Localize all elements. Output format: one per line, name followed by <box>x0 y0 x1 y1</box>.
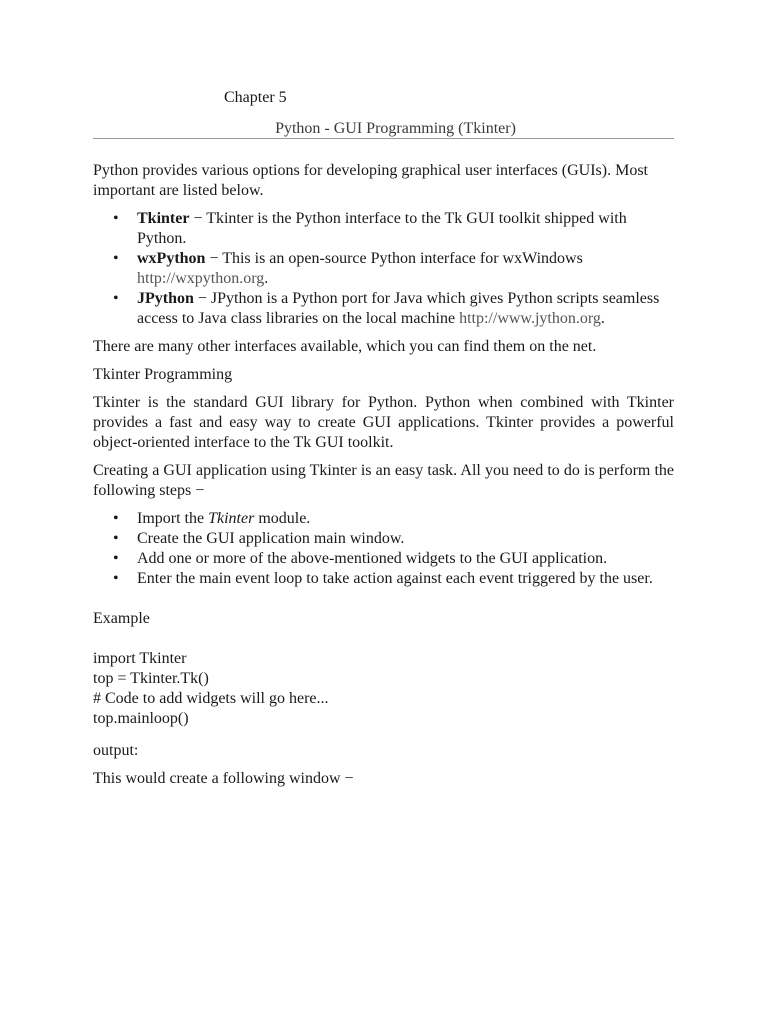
list-item-tkinter <box>93 209 674 249</box>
option-punctuation: . <box>600 310 605 327</box>
bullet-icon: • <box>113 570 119 587</box>
option-link[interactable]: http://www.jython.org <box>459 310 601 327</box>
other-interfaces-paragraph: There are many other interfaces available, which you can find them on the net. <box>93 338 597 355</box>
option-punctuation: . <box>264 270 269 287</box>
document-body <box>93 161 674 797</box>
bullet-icon: • <box>113 550 119 567</box>
example-label: Example <box>93 610 150 627</box>
step-item <box>93 569 674 589</box>
option-link[interactable]: http://wxpython.org <box>137 270 265 287</box>
gui-options-list <box>93 209 674 329</box>
spacer <box>93 637 674 649</box>
option-description: − JPython is a Python port for Java which gives Python scripts seamless access to Java class libraries on the local machine <box>137 290 660 327</box>
step-text: Enter the main event loop to take action against each event triggered by the user. <box>137 570 653 587</box>
code-line: top = Tkinter.Tk() <box>93 670 209 687</box>
step-emphasis: Tkinter <box>208 510 255 527</box>
code-line: top.mainloop() <box>93 710 189 727</box>
step-item <box>93 549 674 569</box>
option-name: wxPython <box>137 250 206 267</box>
option-description: − Tkinter is the Python interface to the Tk GUI toolkit shipped with Python. <box>137 210 627 247</box>
spacer <box>93 729 674 741</box>
bullet-icon: • <box>113 510 119 527</box>
tkinter-programming-heading: Tkinter Programming <box>93 366 233 383</box>
option-name: Tkinter <box>137 210 190 227</box>
code-line: import Tkinter <box>93 650 187 667</box>
steps-intro-paragraph: Creating a GUI application using Tkinter is an easy task. All you need to do is perform the following steps − <box>93 462 674 499</box>
chapter-subtitle: Python - GUI Programming (Tkinter) <box>275 120 516 137</box>
output-label: output: <box>93 742 139 759</box>
code-line: # Code to add widgets will go here... <box>93 690 329 707</box>
option-description: − This is an open-source Python interface for wxWindows <box>205 250 583 267</box>
chapter-heading: Chapter 5 <box>224 89 287 106</box>
step-text: Add one or more of the above-mentioned widgets to the GUI application. <box>137 550 608 567</box>
spacer <box>93 597 674 609</box>
list-item-jpython <box>93 289 674 329</box>
code-block <box>93 649 674 729</box>
list-item-wxpython <box>93 249 674 289</box>
output-description: This would create a following window − <box>93 770 354 787</box>
header-divider <box>93 138 674 139</box>
steps-list <box>93 509 674 589</box>
bullet-icon: • <box>113 290 119 307</box>
tkinter-description-paragraph: Tkinter is the standard GUI library for Python. Python when combined with Tkinter provides a fast and easy way to create GUI applications. Tkinter provides a powerful object-oriented interface to the Tk GUI toolkit. <box>93 394 674 451</box>
step-text: Import the <box>137 510 209 527</box>
intro-paragraph: Python provides various options for developing graphical user interfaces (GUIs). Most important are listed below. <box>93 162 648 199</box>
bullet-icon: • <box>113 250 119 267</box>
option-name: JPython <box>137 290 194 307</box>
bullet-icon: • <box>113 530 119 547</box>
bullet-icon: • <box>113 210 119 227</box>
step-text: module. <box>254 510 311 527</box>
step-text: Create the GUI application main window. <box>137 530 405 547</box>
step-item <box>93 509 674 529</box>
step-item <box>93 529 674 549</box>
